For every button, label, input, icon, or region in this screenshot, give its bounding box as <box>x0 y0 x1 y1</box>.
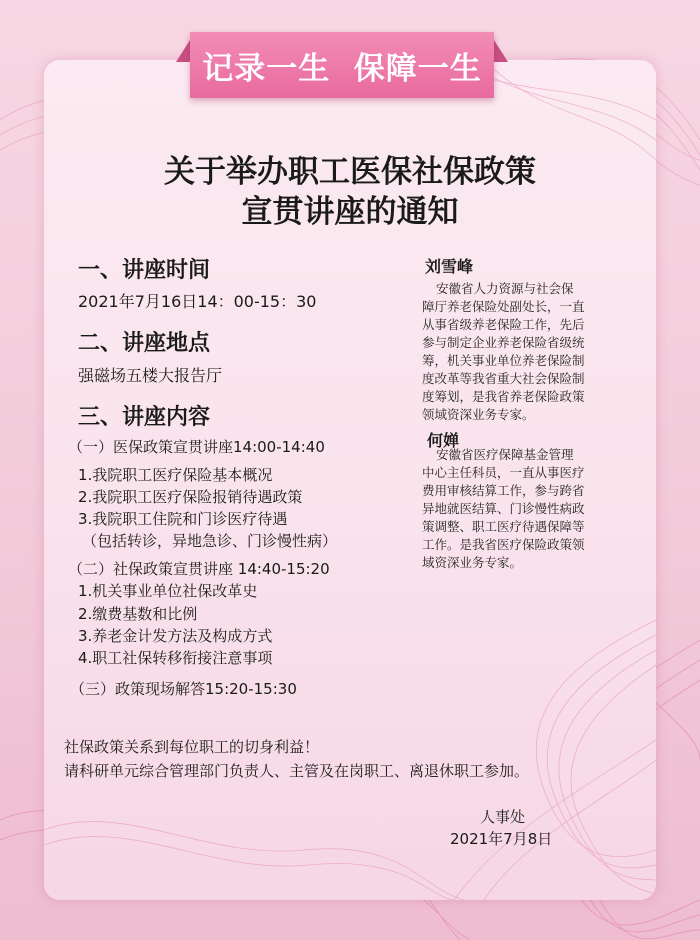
slogan-banner <box>190 32 494 98</box>
notice-title-line1: 关于举办职工医保社保政策 <box>164 154 536 190</box>
speaker-bio-line: 度改革等我省重大社会保险制 <box>422 371 585 386</box>
speaker-bio-line: 安徽省人力资源与社会保 <box>436 281 574 296</box>
speaker-bio-line: 工作。是我省医疗保险政策领 <box>422 537 585 552</box>
speaker-bio-line: 领域资深业务专家。 <box>422 407 535 422</box>
speaker-name: 何婵 <box>427 431 460 450</box>
section-time-value: 2021年7月16日14：00-15：30 <box>78 292 317 311</box>
signature-org: 人事处 <box>480 808 526 826</box>
speaker-bio-line: 度筹划，是我省养老保险政策 <box>422 389 585 404</box>
speaker-bio-line: 安徽省医疗保障基金管理 <box>436 447 574 462</box>
section-time-heading: 一、讲座时间 <box>78 258 211 283</box>
part2-item: 4.职工社保转移衔接注意事项 <box>78 649 273 667</box>
signature-date: 2021年7月8日 <box>450 830 553 848</box>
speaker-bio-line: 障厅养老保险处副处长，一直 <box>422 299 585 314</box>
notice-title-line2: 宣贯讲座的通知 <box>241 194 459 230</box>
notice-card <box>44 60 656 900</box>
part1-heading: （一）医保政策宣贯讲座14:00-14:40 <box>68 438 325 456</box>
speaker-bio-line: 异地就医结算、门诊慢性病政 <box>422 501 585 516</box>
section-place-heading: 二、讲座地点 <box>78 331 211 356</box>
part1-item: 3.我院职工住院和门诊医疗待遇 <box>78 510 288 528</box>
slogan-text: 记录一生 保障一生 <box>202 50 482 87</box>
speaker-bio-line: 域资深业务专家。 <box>422 555 523 570</box>
closing-line2: 请科研单元综合管理部门负责人、主管及在岗职工、离退休职工参加。 <box>64 762 530 780</box>
part3-heading: （三）政策现场解答15:20-15:30 <box>70 680 297 698</box>
part1-item: 1.我院职工医疗保险基本概况 <box>78 466 273 484</box>
part2-item: 1.机关事业单位社保改革史 <box>78 582 258 600</box>
section-content-heading: 三、讲座内容 <box>78 405 211 430</box>
part2-heading: （二）社保政策宣贯讲座 14:40-15:20 <box>68 560 330 578</box>
part2-item: 3.养老金计发方法及构成方式 <box>78 627 273 645</box>
speaker-bio-line: 筹，机关事业单位养老保险制 <box>422 353 585 368</box>
section-place-value: 强磁场五楼大报告厅 <box>78 366 223 385</box>
part2-item: 2.缴费基数和比例 <box>78 605 198 623</box>
speaker-bio-line: 策调整、职工医疗待遇保障等 <box>422 519 585 534</box>
speaker-bio-line: 费用审核结算工作，参与跨省 <box>422 483 585 498</box>
speaker-bio-line: 中心主任科员，一直从事医疗 <box>422 465 585 480</box>
speaker-bio-line: 参与制定企业养老保险省级统 <box>422 335 585 350</box>
part1-item: （包括转诊，异地急诊、门诊慢性病） <box>82 532 338 550</box>
part1-item: 2.我院职工医疗保险报销待遇政策 <box>78 488 303 506</box>
speaker-bio-line: 从事省级养老保险工作，先后 <box>422 317 585 332</box>
closing-line1: 社保政策关系到每位职工的切身利益！ <box>64 738 320 756</box>
speaker-name: 刘雪峰 <box>425 257 474 276</box>
